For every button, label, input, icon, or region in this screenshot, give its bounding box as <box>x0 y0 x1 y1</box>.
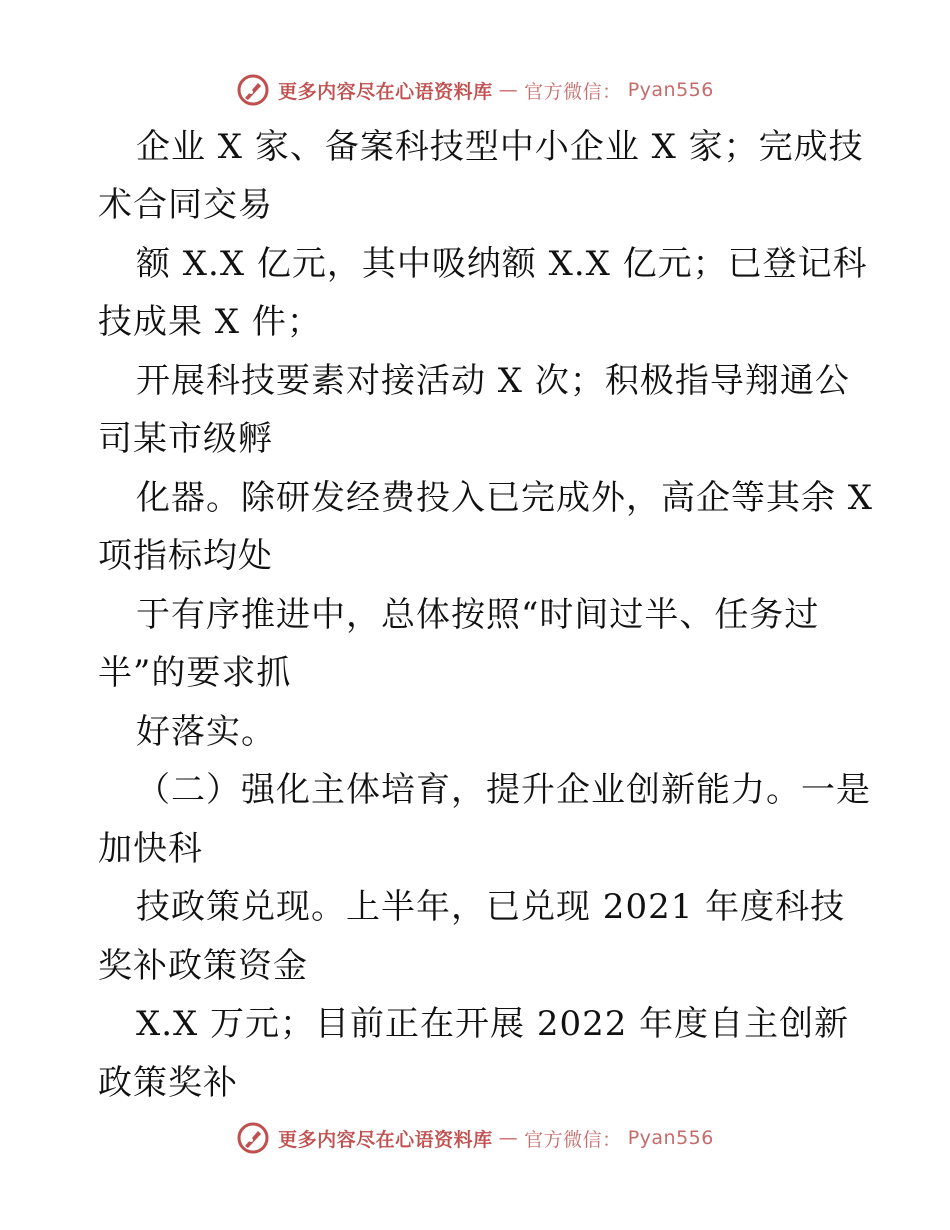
text-line: （二）强化主体培育，提升企业创新能力。一是 <box>136 770 871 810</box>
text-line: 半”的要求抓 <box>98 653 292 693</box>
footer-watermark <box>0 1118 950 1158</box>
text-line: 术合同交易 <box>98 185 273 225</box>
text-line: 开展科技要素对接活动 X 次；积极指导翔通公 <box>136 361 850 401</box>
text-line: 奖补政策资金 <box>98 946 308 986</box>
text-line: 政策奖补 <box>98 1063 238 1103</box>
watermark-dash: — <box>498 1127 519 1149</box>
text-line: 司某市级孵 <box>98 419 273 459</box>
watermark-brand: 更多内容尽在心语资料库 <box>278 80 493 103</box>
watermark-contact-label: 官方微信： <box>524 1128 622 1151</box>
text-line: X.X 万元；目前正在开展 2022 年度自主创新 <box>136 1004 850 1044</box>
watermark-dash: — <box>498 79 519 101</box>
watermark-contact-value: Pyan556 <box>627 79 714 101</box>
watermark-contact-label: 官方微信： <box>524 80 622 103</box>
text-line: 化器。除研发经费投入已完成外，高企等其余 X <box>136 478 874 518</box>
text-line: 技成果 X 件； <box>98 302 322 342</box>
text-line: 项指标均处 <box>98 536 273 576</box>
text-line: 技政策兑现。上半年，已兑现 2021 年度科技 <box>136 887 846 927</box>
text-line: 好落实。 <box>136 712 276 752</box>
pen-logo-icon <box>236 73 270 107</box>
text-line: 企业 X 家、备案科技型中小企业 X 家；完成技 <box>136 127 864 167</box>
text-line: 加快科 <box>98 829 203 869</box>
text-line: 于有序推进中，总体按照“时间过半、任务过 <box>136 595 820 635</box>
watermark-brand: 更多内容尽在心语资料库 <box>278 1128 493 1151</box>
text-line: 额 X.X 亿元，其中吸纳额 X.X 亿元；已登记科 <box>136 244 868 284</box>
watermark-contact-value: Pyan556 <box>627 1127 714 1149</box>
header-watermark <box>0 70 950 110</box>
pen-logo-icon <box>236 1121 270 1155</box>
